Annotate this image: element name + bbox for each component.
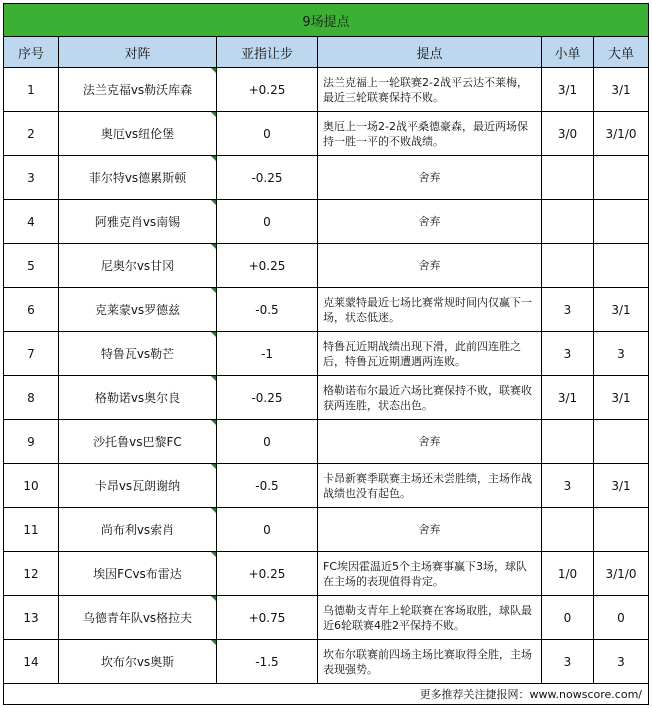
comment-marker-icon <box>211 508 216 513</box>
cell-handicap: -0.25 <box>217 376 318 420</box>
tips-sheet <box>3 3 648 705</box>
cell-handicap: -0.25 <box>217 156 318 200</box>
cell-tip: 舍弃 <box>318 420 542 464</box>
cell-handicap: -0.5 <box>217 288 318 332</box>
cell-handicap: 0 <box>217 112 318 156</box>
cell-tip: 克莱蒙特最近七场比赛常规时间内仅赢下一场，状态低迷。 <box>318 288 542 332</box>
table-row <box>4 200 649 244</box>
cell-match[interactable] <box>59 244 217 288</box>
match-text: 奥厄vs纽伦堡 <box>100 127 175 141</box>
match-text: 克莱蒙vs罗德兹 <box>94 303 181 317</box>
match-text: 格勒诺vs奥尔良 <box>94 391 181 405</box>
cell-tip: 卡昂新赛季联赛主场还未尝胜绩，主场作战战绩也没有起色。 <box>318 464 542 508</box>
cell-match[interactable] <box>59 464 217 508</box>
cell-tip: 舍弃 <box>318 244 542 288</box>
comment-marker-icon <box>211 640 216 645</box>
comment-marker-icon <box>211 596 216 601</box>
cell-big <box>594 200 649 244</box>
cell-big: 3 <box>594 640 649 684</box>
cell-small: 3 <box>542 464 594 508</box>
cell-big <box>594 156 649 200</box>
header-row <box>4 37 649 68</box>
cell-match[interactable] <box>59 508 217 552</box>
table-row <box>4 68 649 112</box>
cell-small <box>542 420 594 464</box>
cell-index: 7 <box>4 332 59 376</box>
cell-tip: 特鲁瓦近期战绩出现下滑，此前四连胜之后，特鲁瓦近期遭遇两连败。 <box>318 332 542 376</box>
cell-tip: 舍弃 <box>318 508 542 552</box>
match-text: 卡昂vs瓦朗谢纳 <box>94 479 181 493</box>
header-match: 对阵 <box>59 37 217 68</box>
cell-handicap: -1 <box>217 332 318 376</box>
cell-tip: 法兰克福上一轮联赛2-2战平云达不莱梅，最近三轮联赛保持不败。 <box>318 68 542 112</box>
cell-index: 6 <box>4 288 59 332</box>
cell-tip: 坎布尔联赛前四场主场比赛取得全胜，主场表现强势。 <box>318 640 542 684</box>
cell-tip: 乌德勒支青年上轮联赛在客场取胜，球队最近6轮联赛4胜2平保持不败。 <box>318 596 542 640</box>
header-index: 序号 <box>4 37 59 68</box>
header-tip: 提点 <box>318 37 542 68</box>
match-text: 菲尔特vs德累斯顿 <box>88 171 187 185</box>
cell-index: 12 <box>4 552 59 596</box>
cell-big <box>594 420 649 464</box>
cell-index: 8 <box>4 376 59 420</box>
tips-table <box>3 3 649 705</box>
header-small: 小单 <box>542 37 594 68</box>
cell-match[interactable] <box>59 288 217 332</box>
table-row <box>4 420 649 464</box>
comment-marker-icon <box>211 68 216 73</box>
table-row <box>4 288 649 332</box>
match-text: 乌德青年队vs格拉夫 <box>82 611 193 625</box>
cell-index: 4 <box>4 200 59 244</box>
match-text: 特鲁瓦vs勒芒 <box>100 347 175 361</box>
cell-match[interactable] <box>59 596 217 640</box>
header-big: 大单 <box>594 37 649 68</box>
cell-handicap: +0.25 <box>217 244 318 288</box>
table-row <box>4 332 649 376</box>
cell-match[interactable] <box>59 68 217 112</box>
sheet-title: 9场提点 <box>4 4 649 37</box>
cell-small: 3 <box>542 332 594 376</box>
match-text: 沙托鲁vs巴黎FC <box>93 435 182 449</box>
cell-index: 1 <box>4 68 59 112</box>
table-row <box>4 640 649 684</box>
cell-small: 3/0 <box>542 112 594 156</box>
cell-match[interactable] <box>59 200 217 244</box>
header-handicap: 亚指让步 <box>217 37 318 68</box>
comment-marker-icon <box>211 332 216 337</box>
cell-big: 3/1 <box>594 376 649 420</box>
cell-handicap: -0.5 <box>217 464 318 508</box>
cell-handicap: 0 <box>217 200 318 244</box>
cell-tip: 奥厄上一场2-2战平桑德豪森，最近两场保持一胜一平的不败战绩。 <box>318 112 542 156</box>
cell-match[interactable] <box>59 376 217 420</box>
match-text: 坎布尔vs奥斯 <box>100 655 175 669</box>
cell-big: 0 <box>594 596 649 640</box>
cell-small <box>542 200 594 244</box>
comment-marker-icon <box>211 420 216 425</box>
cell-match[interactable] <box>59 640 217 684</box>
cell-tip: FC埃因霍温近5个主场赛事赢下3场，球队在主场的表现值得肯定。 <box>318 552 542 596</box>
cell-handicap: 0 <box>217 508 318 552</box>
cell-tip: 舍弃 <box>318 200 542 244</box>
table-row <box>4 376 649 420</box>
cell-match[interactable] <box>59 332 217 376</box>
table-body <box>4 68 649 684</box>
cell-small <box>542 244 594 288</box>
cell-small: 3 <box>542 640 594 684</box>
cell-small <box>542 156 594 200</box>
cell-handicap: +0.25 <box>217 552 318 596</box>
cell-tip: 格勒诺布尔最近六场比赛保持不败，联赛收获两连胜，状态出色。 <box>318 376 542 420</box>
comment-marker-icon <box>211 464 216 469</box>
cell-small: 3/1 <box>542 68 594 112</box>
table-row <box>4 596 649 640</box>
cell-index: 11 <box>4 508 59 552</box>
cell-small: 1/0 <box>542 552 594 596</box>
cell-big <box>594 244 649 288</box>
cell-big: 3/1/0 <box>594 552 649 596</box>
cell-handicap: -1.5 <box>217 640 318 684</box>
match-text: 埃因FCvs布雷达 <box>93 567 182 581</box>
table-row <box>4 244 649 288</box>
cell-tip: 舍弃 <box>318 156 542 200</box>
match-text: 法兰克福vs勒沃库森 <box>82 83 193 97</box>
cell-match[interactable] <box>59 156 217 200</box>
cell-index: 13 <box>4 596 59 640</box>
footer-note: 更多推荐关注捷报网：www.nowscore.com/ <box>4 684 649 705</box>
comment-marker-icon <box>211 156 216 161</box>
cell-match[interactable] <box>59 420 217 464</box>
cell-small: 3/1 <box>542 376 594 420</box>
table-row <box>4 464 649 508</box>
cell-index: 3 <box>4 156 59 200</box>
cell-index: 14 <box>4 640 59 684</box>
cell-big: 3/1/0 <box>594 112 649 156</box>
cell-big: 3/1 <box>594 288 649 332</box>
table-row <box>4 552 649 596</box>
cell-index: 5 <box>4 244 59 288</box>
match-text: 尚布利vs索肖 <box>100 523 175 537</box>
table-row <box>4 156 649 200</box>
cell-handicap: 0 <box>217 420 318 464</box>
comment-marker-icon <box>211 376 216 381</box>
cell-index: 9 <box>4 420 59 464</box>
cell-handicap: +0.75 <box>217 596 318 640</box>
cell-big <box>594 508 649 552</box>
cell-big: 3 <box>594 332 649 376</box>
table-row <box>4 112 649 156</box>
comment-marker-icon <box>211 552 216 557</box>
comment-marker-icon <box>211 200 216 205</box>
cell-index: 2 <box>4 112 59 156</box>
cell-big: 3/1 <box>594 464 649 508</box>
cell-match[interactable] <box>59 552 217 596</box>
table-row <box>4 508 649 552</box>
cell-match[interactable] <box>59 112 217 156</box>
cell-small: 3 <box>542 288 594 332</box>
comment-marker-icon <box>211 112 216 117</box>
cell-small <box>542 508 594 552</box>
comment-marker-icon <box>211 288 216 293</box>
cell-handicap: +0.25 <box>217 68 318 112</box>
cell-big: 3/1 <box>594 68 649 112</box>
cell-index: 10 <box>4 464 59 508</box>
comment-marker-icon <box>211 244 216 249</box>
cell-small: 0 <box>542 596 594 640</box>
match-text: 尼奥尔vs甘冈 <box>100 259 175 273</box>
match-text: 阿雅克肖vs南锡 <box>94 215 181 229</box>
